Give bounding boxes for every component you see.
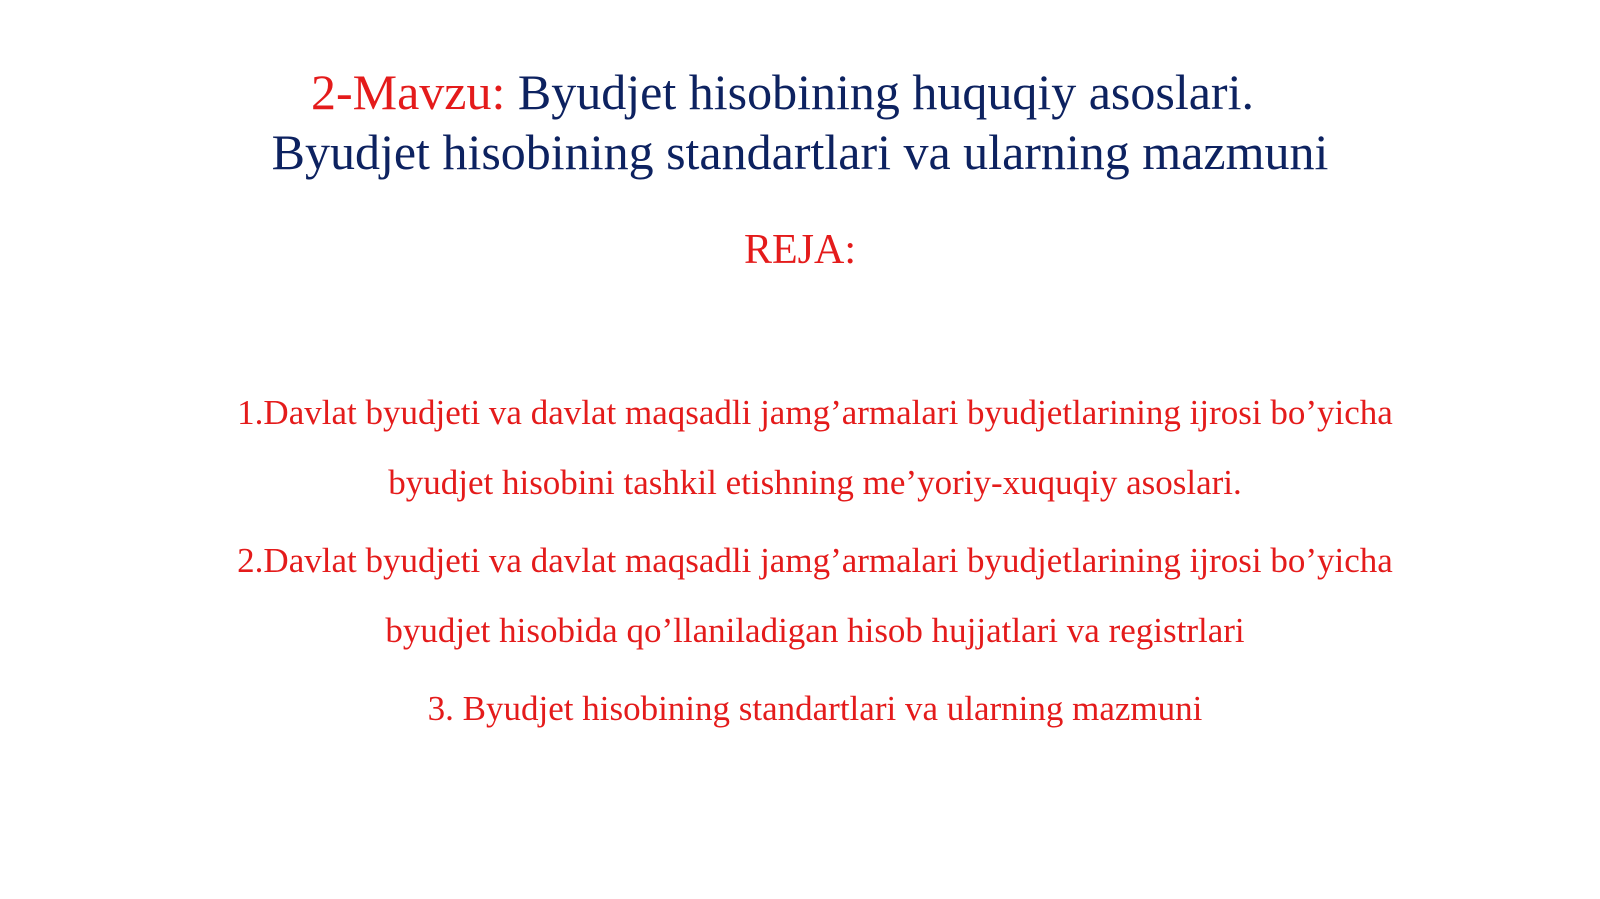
slide-title [0,62,1600,182]
plan-item-2-line-2: byudjet hisobida qo’llaniladigan hisob hujjatlari va registrlari [385,611,1245,650]
plan-list [0,378,1600,752]
plan-item-2-line-1: 2.Davlat byudjeti va davlat maqsadli jamg’armalari byudjetlarining ijrosi bo’yicha [237,541,1393,580]
plan-item-1 [0,378,1600,518]
title-prefix: 2-Mavzu: [311,64,506,120]
plan-item-1-line-1: 1.Davlat byudjeti va davlat maqsadli jamg’armalari byudjetlarining ijrosi bo’yicha [237,393,1393,432]
plan-item-3-line-1: 3. Byudjet hisobining standartlari va ularning mazmuni [427,689,1203,728]
plan-heading: REJA: [743,227,856,273]
plan-item-2 [0,526,1600,666]
title-line-1-text: Byudjet hisobining huquqiy asoslari. [517,64,1254,120]
plan-item-1-line-2: byudjet hisobini tashkil etishning me’yoriy-xuquqiy asoslari. [388,463,1242,502]
title-line-1 [0,62,1600,122]
plan-item-3 [0,674,1600,744]
title-line-2: Byudjet hisobining standartlari va ularning mazmuni [271,124,1329,180]
